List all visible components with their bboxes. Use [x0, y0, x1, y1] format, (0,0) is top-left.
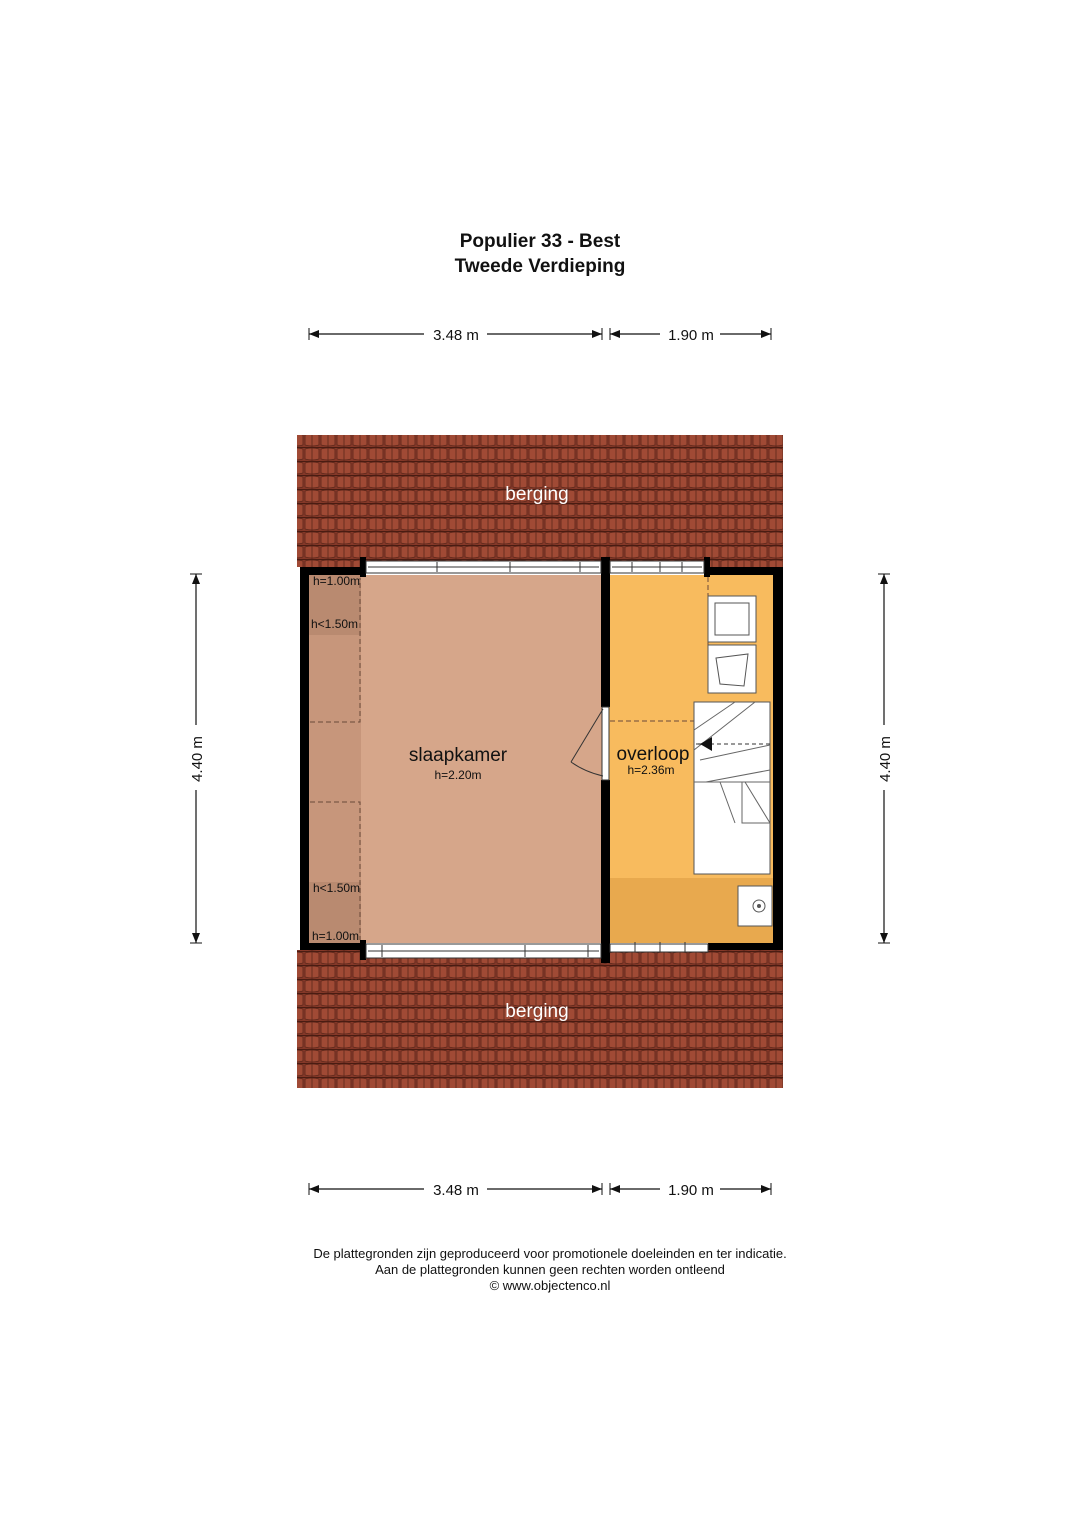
dimension-bottom-left-label: 3.48 m — [433, 1182, 479, 1199]
height-mark-bottom-mid: h<1.50m — [313, 881, 361, 895]
dimension-top-right-label: 1.90 m — [668, 327, 714, 344]
washing-machine-icon — [708, 596, 756, 642]
dimension-bottom-right-label: 1.90 m — [668, 1182, 714, 1199]
dimension-left — [189, 574, 206, 943]
bedroom-height-label: h=2.20m — [434, 768, 482, 782]
disclaimer-line-2: Aan de plattegronden kunnen geen rechten worden ontleend — [375, 1262, 725, 1277]
boiler-icon — [738, 886, 772, 926]
bedroom-label: slaapkamer — [408, 745, 508, 766]
dimension-left-label: 4.40 m — [189, 736, 206, 782]
dimension-right — [877, 574, 894, 943]
storage-bottom-label: berging — [505, 1001, 569, 1022]
disclaimer-line-1: De plattegronden zijn geproduceerd voor promotionele doeleinden en ter indicatie. — [313, 1246, 787, 1261]
floor-name: Tweede Verdieping — [454, 256, 626, 277]
staircase — [694, 702, 770, 874]
storage-top-label: berging — [505, 484, 569, 505]
height-mark-top-low: h=1.00m — [313, 574, 361, 588]
window-bottom-left — [366, 944, 601, 958]
window-top-right — [610, 561, 704, 573]
dimension-right-label: 4.40 m — [877, 736, 894, 782]
dimension-bottom — [309, 1182, 771, 1199]
height-mark-bottom-low: h=1.00m — [312, 929, 360, 943]
dimension-top-left-label: 3.48 m — [433, 327, 479, 344]
copyright: © www.objectenco.nl — [489, 1278, 611, 1293]
dryer-icon — [708, 645, 756, 693]
dimension-top — [309, 327, 771, 344]
height-mark-top-mid: h<1.50m — [311, 617, 359, 631]
window-bottom-right — [610, 942, 708, 952]
window-top-left — [366, 561, 601, 573]
plan-title: Populier 33 - Best — [459, 231, 621, 252]
landing-label: overloop — [616, 744, 690, 765]
landing-height-label: h=2.36m — [627, 763, 675, 777]
